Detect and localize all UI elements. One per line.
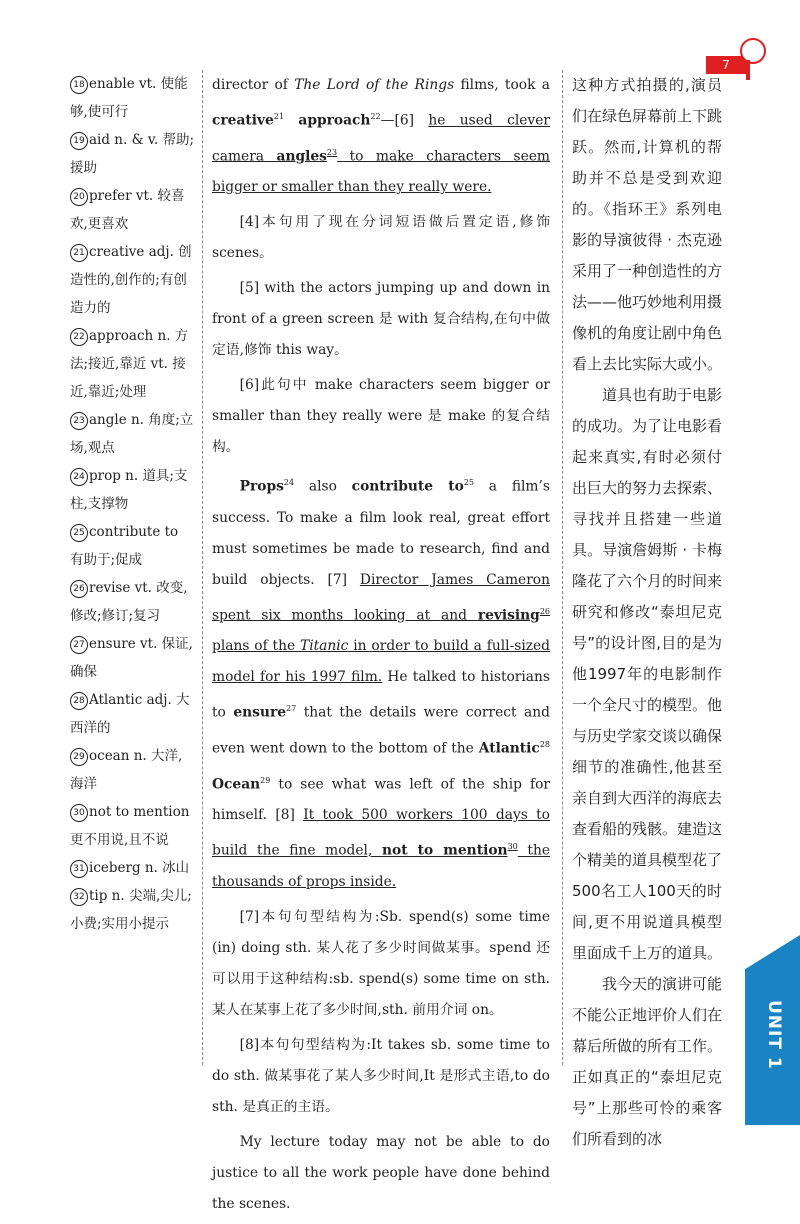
- glossary-list: [70, 70, 195, 938]
- note-4: [4]本句用了现在分词短语做后置定语,修饰 scenes。: [212, 214, 550, 262]
- vocab-ref: 23: [326, 147, 338, 157]
- underlined-sentence: plans of the: [212, 638, 300, 655]
- page-number: 7: [706, 56, 746, 74]
- vocab-ref: 24: [283, 478, 295, 488]
- underlined-sentence: he used clever camera: [212, 112, 550, 165]
- glossary-text: contribute to 有助于;促成: [70, 524, 179, 568]
- glossary-number: 25: [70, 524, 88, 542]
- glossary-item: [70, 70, 195, 126]
- text: films, took a: [454, 77, 550, 93]
- glossary-item: [70, 126, 195, 182]
- glossary-text: ensure vt. 保证,确保: [70, 636, 193, 680]
- glossary-text: revise vt. 改变,修改;修订;复习: [70, 580, 188, 624]
- glossary-text: prop n. 道具;支柱,支撑物: [70, 468, 188, 512]
- glossary-item: [70, 406, 195, 462]
- glossary-item: [70, 854, 195, 882]
- vocab-ref: 27: [286, 704, 297, 714]
- page-number-ornament-stem: [746, 60, 750, 80]
- underlined-sentence: the thousands of props inside.: [212, 842, 551, 890]
- glossary-number: 22: [70, 328, 88, 346]
- main-text-column: [212, 70, 550, 1224]
- glossary-number: 27: [70, 636, 88, 654]
- translation-paragraph-2: 道具也有助于电影的成功。为了让电影看起来真实,有时必须付出巨大的努力去探索、寻找并且搭建一些道具。导演詹姆斯 · 卡梅隆花了六个月的时间来研究和修改“泰坦尼克号”的设计图,目的是为他1997年的电影制作一个全尺寸的模型。他与历史学家交谈以确保细节的准确性,他甚至亲自到大西洋的海底去查看船的残骸。建造这个精美的道具模型花了500名工人100天的时间,更不用说道具模型里面成千上万的道具。: [572, 386, 723, 962]
- column-divider-right: [562, 70, 563, 1065]
- paragraph-2: [212, 467, 550, 898]
- text: He talked to historians to: [212, 669, 550, 721]
- vocab-angles: angles: [276, 148, 327, 165]
- vocab-creative: creative: [212, 112, 274, 129]
- glossary-item: [70, 182, 195, 238]
- vocab-ref: 28: [539, 739, 550, 749]
- vocab-ref: 25: [463, 478, 474, 488]
- vocab-ref: 26: [539, 606, 550, 616]
- vocab-ref: 29: [260, 775, 271, 785]
- underlined-sentence: Director James Cameron spent six months looking at and: [212, 571, 550, 624]
- glossary-item: [70, 462, 195, 518]
- glossary-text: prefer vt. 较喜欢,更喜欢: [70, 188, 185, 232]
- vocab-revising: revising: [477, 607, 540, 624]
- translation-column: [572, 70, 722, 1155]
- vocab-ensure: ensure: [233, 704, 287, 721]
- glossary-item: [70, 798, 195, 854]
- text: also: [294, 478, 352, 495]
- glossary-item: [70, 686, 195, 742]
- glossary-item: [70, 322, 195, 406]
- glossary-text: approach n. 方法;接近,靠近 vt. 接近,靠近;处理: [70, 328, 189, 400]
- note-8: [8]本句句型结构为:It takes sb. some time to do sth. 做某事花了某人多少时间,It 是形式主语,to do sth. 是真正的主语。: [212, 1036, 550, 1115]
- vocab-ref: 30: [507, 842, 518, 852]
- text: —[6]: [380, 112, 429, 129]
- glossary-item: [70, 518, 195, 574]
- glossary-text: ocean n. 大洋,海洋: [70, 748, 183, 792]
- glossary-item: [70, 882, 195, 938]
- vocab-atlantic: Atlantic: [478, 740, 540, 757]
- glossary-number: 18: [70, 76, 88, 94]
- glossary-item: [70, 574, 195, 630]
- glossary-number: 28: [70, 692, 88, 710]
- vocab-ocean: Ocean: [212, 776, 261, 793]
- ship-name: Titanic: [300, 638, 349, 655]
- text: that the details were correct and even went down to the bottom of the: [212, 704, 550, 757]
- vocab-props: Props: [239, 478, 284, 495]
- glossary-item: [70, 742, 195, 798]
- text: to see what was left of the ship for himself. [8]: [212, 776, 550, 824]
- note-6: [6]此句中 make characters seem bigger or smaller than they really were 是 make 的复合结构。: [212, 377, 550, 456]
- paragraph-3: My lecture today may not be able to do justice to all the work people have done behind the scenes.: [212, 1133, 550, 1212]
- glossary-number: 32: [70, 888, 88, 906]
- glossary-item: [70, 238, 195, 322]
- glossary-number: 29: [70, 748, 88, 766]
- glossary-text: creative adj. 创造性的,创作的;有创造力的: [70, 244, 192, 316]
- vocab-contribute-to: contribute to: [351, 478, 464, 495]
- text: director of: [212, 77, 295, 93]
- vocab-not-to-mention: not to mention: [382, 842, 508, 859]
- vocab-ref: 21: [273, 112, 284, 121]
- note-7: [7]本句句型结构为:Sb. spend(s) some time (in) doing sth. 某人花了多少时间做某事。spend 还可以用于这种结构:sb. spend(s) some time on sth. 某人在某事上花了多少时间,sth. 前用介词 on。: [212, 908, 550, 1018]
- vocab-ref: 22: [370, 112, 381, 121]
- glossary-text: enable vt. 使能够,使可行: [70, 76, 188, 120]
- glossary-text: iceberg n. 冰山: [89, 860, 190, 876]
- text: a film’s success. To make a film look real, great effort must sometimes be made to research, find and build objects. [7]: [212, 478, 550, 588]
- glossary-text: aid n. & v. 帮助;援助: [70, 132, 195, 176]
- glossary-text: tip n. 尖端,尖儿;小费;实用小提示: [70, 888, 192, 932]
- glossary-text: angle n. 角度;立场,观点: [70, 412, 194, 456]
- glossary-number: 20: [70, 188, 88, 206]
- glossary-number: 23: [70, 412, 88, 430]
- unit-label: UNIT 1: [764, 1000, 784, 1070]
- underlined-sentence: to make characters seem bigger or smaller than they really were.: [212, 148, 550, 196]
- film-title: The Lord of the Rings: [294, 77, 455, 93]
- translation-paragraph-1: 这种方式拍摄的,演员们在绿色屏幕前上下跳跃。然而,计算机的帮助并不总是受到欢迎的。《指环王》系列电影的导演彼得 · 杰克逊采用了一种创造性的方法——他巧妙地利用摄像机的角度让剧中角色看上去比实际大或小。: [572, 76, 723, 373]
- glossary-text: not to mention 更不用说,且不说: [70, 804, 190, 848]
- translation-paragraph-3: 我今天的演讲可能不能公正地评价人们在幕后所做的所有工作。正如真正的“泰坦尼克号”上那些可怜的乘客们所看到的冰: [572, 975, 723, 1148]
- glossary-number: 19: [70, 132, 88, 150]
- column-divider-left: [202, 70, 203, 1065]
- underlined-sentence: It took 500 workers 100 days to build the fine model,: [212, 807, 550, 859]
- vocab-approach: approach: [298, 112, 371, 129]
- glossary-number: 30: [70, 804, 88, 822]
- note-5: [5] with the actors jumping up and down in front of a green screen 是 with 复合结构,在句中做定语,修饰 this way。: [212, 280, 550, 359]
- glossary-item: [70, 630, 195, 686]
- paragraph-1: [212, 70, 550, 203]
- glossary-number: 24: [70, 468, 88, 486]
- glossary-column: [70, 70, 195, 938]
- glossary-number: 21: [70, 244, 88, 262]
- page-number-ornament-icon: [740, 38, 766, 64]
- glossary-number: 26: [70, 580, 88, 598]
- underlined-sentence: in order to build a full-sized model for his 1997 film.: [212, 638, 550, 686]
- glossary-number: 31: [70, 860, 88, 878]
- glossary-text: Atlantic adj. 大西洋的: [70, 692, 190, 736]
